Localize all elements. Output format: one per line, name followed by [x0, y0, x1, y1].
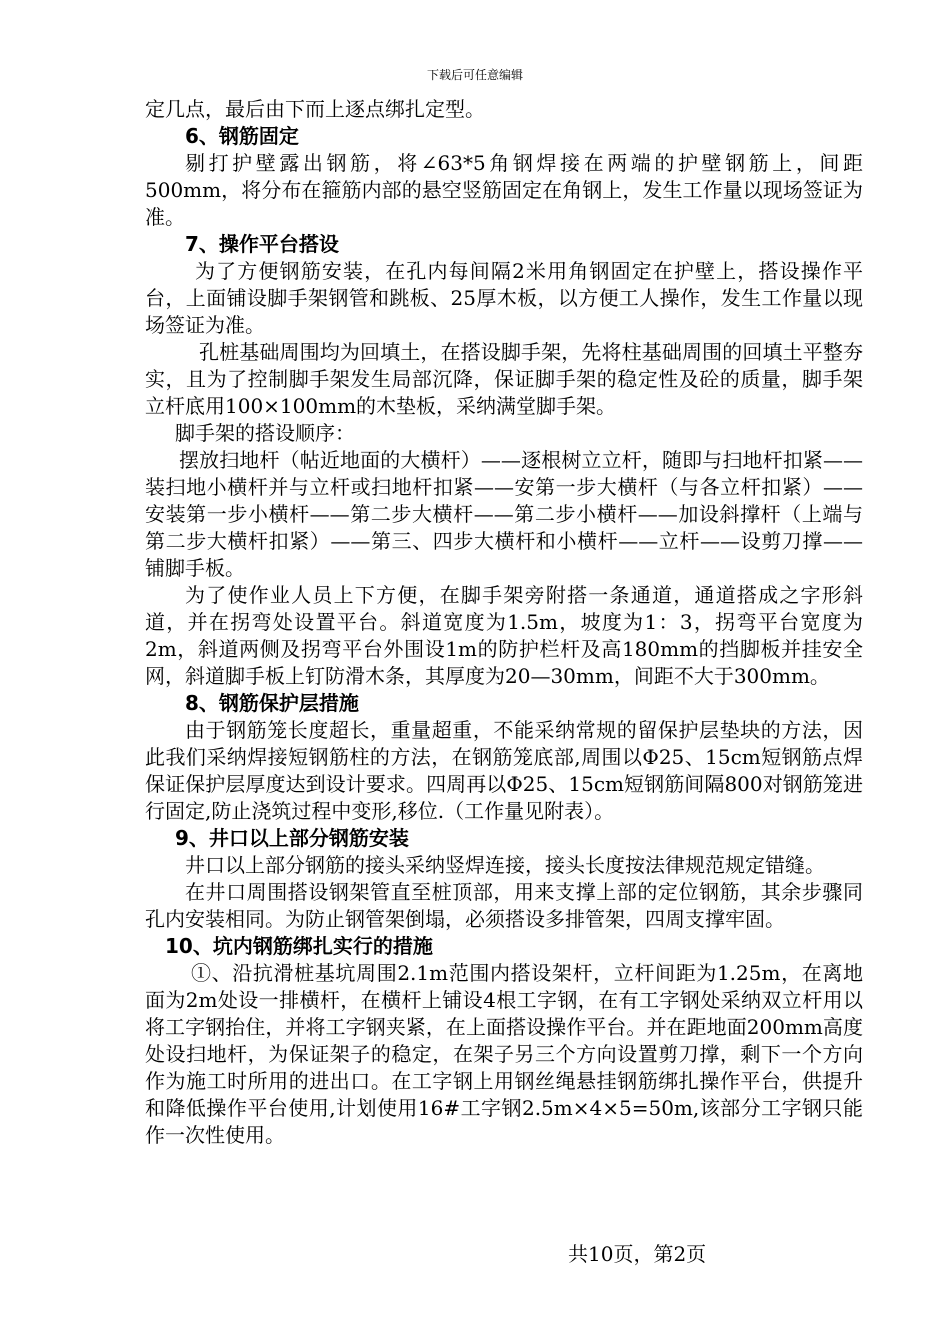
paragraph: 为了方便钢筋安装，在孔内每间隔2米用角钢固定在护壁上，搭设操作平台，上面铺设脚手架钢管和跳板、25厚木板，以方便工人操作，发生工作量以现场签证为准。: [145, 259, 863, 337]
section-heading: 7、操作平台搭设: [185, 232, 339, 256]
paragraph: 定几点，最后由下而上逐点绑扎定型。: [145, 97, 485, 121]
page-footer: 共10页，第2页: [568, 1242, 707, 1266]
section-heading: 9、井口以上部分钢筋安装: [175, 826, 409, 850]
paragraph: 摆放扫地杆（帖近地面的大横杆）——逐根树立立杆，随即与扫地杆扣紧——装扫地小横杆并与立杆或扫地杆扣紧——安第一步大横杆（与各立杆扣紧）——安装第一步小横杆——第二步大横杆——第二步小横杆——加设斜撑杆（上端与第二步大横杆扣紧）——第三、四步大横杆和小横杆——立杆——设剪刀撑——铺脚手板。: [145, 448, 863, 580]
paragraph: 剔打护壁露出钢筋，将∠63*5角钢焊接在两端的护壁钢筋上，间距500mm，将分布在箍筋内部的悬空竖筋固定在角钢上，发生工作量以现场签证为准。: [145, 151, 863, 229]
paragraph: 为了使作业人员上下方便，在脚手架旁附搭一条通道，通道搭成之字形斜道，并在拐弯处设置平台。斜道宽度为1.5m，坡度为1：3，拐弯平台宽度为2m，斜道两侧及拐弯平台外围设1m的防护栏杆及高180mm的挡脚板并挂安全网，斜道脚手板上钉防滑木条，其厚度为20—30mm，间距不大于300mm。: [145, 583, 863, 688]
paragraph: ①、沿抗滑桩基坑周围2.1m范围内搭设架杆，立杆间距为1.25m，在离地面为2m处设一排横杆，在横杆上铺设4根工字钢，在有工字钢处采纳双立杆用以将工字钢抬住，并将工字钢夹紧，在上面搭设操作平台。并在距地面200mm高度处设扫地杆，为保证架子的稳定，在架子另三个方向设置剪刀撑，剩下一个方向作为施工时所用的进出口。在工字钢上用钢丝绳悬挂钢筋绑扎操作平台，供提升和降低操作平台使用,计划使用16#工字钢2.5m×4×5=50m,该部分工字钢只能作一次性使用。: [145, 961, 863, 1147]
paragraph: 由于钢筋笼长度超长，重量超重，不能采纳常规的留保护层垫块的方法，因此我们采纳焊接短钢筋柱的方法，在钢筋笼底部,周围以Φ25、15cm短钢筋点焊保证保护层厚度达到设计要求。四周再以Φ25、15cm短钢筋间隔800对钢筋笼进行固定,防止浇筑过程中变形,移位.（工作量见附表）。: [145, 718, 863, 823]
document-body: [145, 96, 863, 1149]
section-heading: 6、钢筋固定: [185, 124, 299, 148]
paragraph: 孔桩基础周围均为回填土，在搭设脚手架，先将柱基础周围的回填土平整夯实，且为了控制脚手架发生局部沉降，保证脚手架的稳定性及砼的质量，脚手架立杆底用100×100mm的木垫板，采纳满堂脚手架。: [145, 340, 863, 418]
paragraph: 井口以上部分钢筋的接头采纳竖焊连接，接头长度按法律规范规定错缝。: [185, 853, 825, 877]
section-heading: 8、钢筋保护层措施: [185, 691, 359, 715]
section-heading: 10、坑内钢筋绑扎实行的措施: [165, 934, 433, 958]
paragraph: 脚手架的搭设顺序：: [175, 421, 355, 445]
page-header: 下载后可任意编辑: [426, 68, 523, 82]
paragraph: 在井口周围搭设钢架管直至桩顶部，用来支撑上部的定位钢筋，其余步骤同孔内安装相同。为防止钢管架倒塌，必须搭设多排管架，四周支撑牢固。: [145, 880, 863, 931]
